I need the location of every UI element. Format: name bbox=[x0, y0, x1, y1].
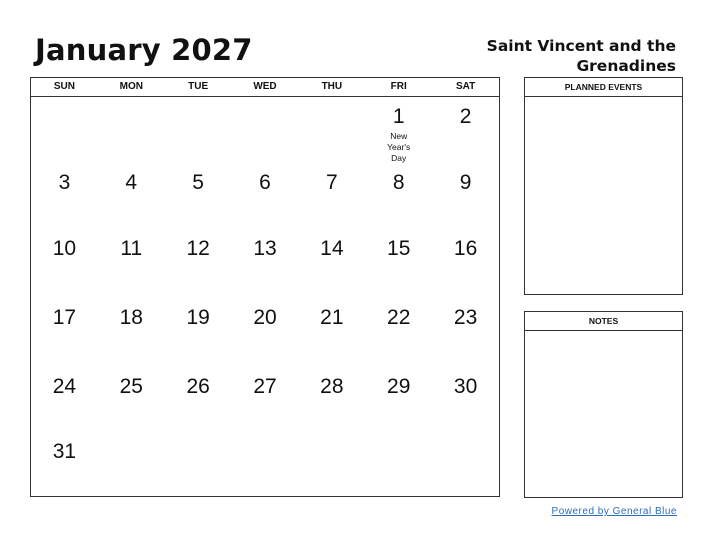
calendar-day[interactable] bbox=[365, 237, 432, 261]
calendar-day[interactable] bbox=[31, 306, 98, 330]
page-title: January 2027 bbox=[35, 33, 253, 67]
calendar-day[interactable] bbox=[432, 237, 499, 261]
day-number: 9 bbox=[459, 171, 472, 194]
calendar-day[interactable] bbox=[298, 375, 365, 399]
day-number: 22 bbox=[387, 306, 411, 329]
day-number: 4 bbox=[125, 171, 138, 194]
day-number: 26 bbox=[186, 375, 210, 398]
calendar-day[interactable] bbox=[432, 306, 499, 330]
weekday-fri: FRI bbox=[390, 81, 407, 92]
notes-box bbox=[524, 311, 683, 498]
day-number: 18 bbox=[119, 306, 143, 329]
calendar-day[interactable] bbox=[165, 237, 232, 261]
day-number: 10 bbox=[52, 237, 77, 260]
day-number: 29 bbox=[387, 375, 411, 398]
calendar-day[interactable] bbox=[232, 375, 299, 399]
powered-by-link[interactable]: Powered by General Blue bbox=[551, 506, 677, 517]
weekday-sat: SAT bbox=[455, 81, 476, 92]
day-number: 1 bbox=[392, 105, 405, 128]
calendar-day[interactable] bbox=[432, 105, 499, 129]
day-number: 19 bbox=[186, 306, 210, 329]
calendar-day[interactable] bbox=[31, 237, 98, 261]
calendar-day[interactable] bbox=[98, 375, 165, 399]
day-number: 7 bbox=[326, 171, 338, 194]
weekday-tue: TUE bbox=[188, 81, 209, 92]
day-number: 2 bbox=[459, 105, 472, 128]
day-number: 11 bbox=[120, 237, 143, 260]
calendar-day[interactable] bbox=[31, 440, 98, 464]
weekday-mon: MON bbox=[119, 81, 143, 92]
calendar-day[interactable] bbox=[98, 171, 165, 195]
weekday-wed: WED bbox=[253, 81, 277, 92]
calendar-day[interactable] bbox=[365, 306, 432, 330]
planned-events-label: PLANNED EVENTS bbox=[525, 78, 682, 97]
country-name: Saint Vincent and the Grenadines bbox=[486, 37, 676, 75]
calendar-grid bbox=[30, 77, 500, 497]
day-number: 20 bbox=[253, 306, 277, 329]
day-number: 17 bbox=[52, 306, 77, 329]
calendar-day[interactable] bbox=[31, 171, 98, 195]
calendar-day[interactable] bbox=[98, 237, 165, 261]
day-number: 3 bbox=[58, 171, 71, 194]
calendar-day[interactable] bbox=[432, 375, 499, 399]
calendar-day[interactable] bbox=[298, 237, 365, 261]
calendar-day[interactable] bbox=[165, 306, 232, 330]
weekday-sun: SUN bbox=[53, 81, 75, 92]
calendar-day[interactable] bbox=[298, 306, 365, 330]
day-number: 25 bbox=[119, 375, 143, 398]
day-number: 23 bbox=[453, 306, 478, 329]
day-number: 24 bbox=[52, 375, 77, 398]
day-number: 16 bbox=[453, 237, 478, 260]
calendar-day[interactable] bbox=[432, 171, 499, 195]
calendar-day[interactable] bbox=[232, 237, 299, 261]
day-number: 30 bbox=[453, 375, 478, 398]
day-number: 8 bbox=[392, 171, 405, 194]
notes-label: NOTES bbox=[525, 312, 682, 331]
calendar-day[interactable] bbox=[31, 375, 98, 399]
day-number: 13 bbox=[253, 237, 277, 260]
day-number: 27 bbox=[253, 375, 277, 398]
day-number: 31 bbox=[52, 440, 77, 463]
calendar-day[interactable] bbox=[165, 171, 232, 195]
day-number: 6 bbox=[259, 171, 271, 194]
holiday-label: New Year's Day bbox=[387, 131, 411, 163]
planned-events-box bbox=[524, 77, 683, 295]
calendar-day[interactable] bbox=[365, 375, 432, 399]
weekday-header bbox=[31, 78, 499, 97]
day-number: 14 bbox=[320, 237, 344, 260]
day-number: 15 bbox=[387, 237, 411, 260]
calendar-day[interactable] bbox=[365, 105, 432, 164]
calendar-day[interactable] bbox=[365, 171, 432, 195]
day-number: 28 bbox=[320, 375, 344, 398]
calendar-day[interactable] bbox=[98, 306, 165, 330]
calendar-day[interactable] bbox=[298, 171, 365, 195]
calendar-day[interactable] bbox=[165, 375, 232, 399]
calendar-day[interactable] bbox=[232, 171, 299, 195]
day-number: 21 bbox=[320, 306, 344, 329]
day-number: 12 bbox=[186, 237, 210, 260]
weekday-thu: THU bbox=[321, 81, 343, 92]
day-number: 5 bbox=[192, 171, 204, 194]
calendar-day[interactable] bbox=[232, 306, 299, 330]
